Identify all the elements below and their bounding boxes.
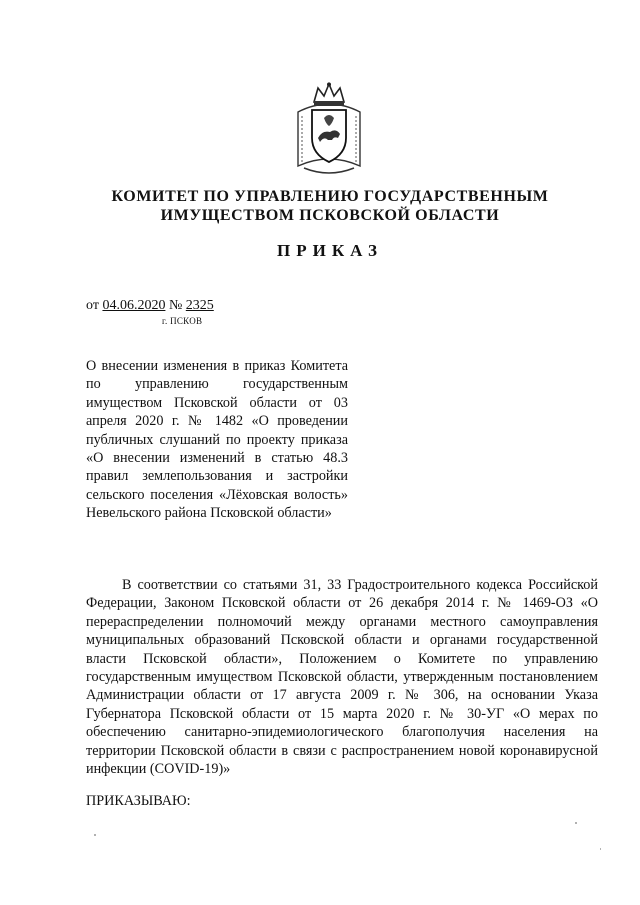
order-word: ПРИКАЗЫВАЮ: bbox=[86, 793, 191, 809]
organization-name-line-2: ИМУЩЕСТВОМ ПСКОВСКОЙ ОБЛАСТИ bbox=[160, 207, 500, 224]
document-date: 04.06.2020 bbox=[102, 298, 166, 313]
subject-text: О внесении изменения в приказ Комитета по управлению государственным имуществом Псковской области от 03 апреля 2020 г. № 1482 «О проведении публичных слушаний по проекту приказа «О внесении изменений в статью 48.3 правил землепользования и застройки сельского поселения «Лёховская волость» Невельского района Псковской области» bbox=[86, 358, 348, 522]
body-paragraph: В соответствии со статьями 31, 33 Градостроительного кодекса Российской Федерации, Законом Псковской области от 26 декабря 2014 г. № 1469-ОЗ «О перераспределении полномочий между органами местного самоуправления муниципальных образований Псковской области и органами государственной власти Псковской области», Положением о Комитете по управлению государственным имуществом Псковской области, утвержденным постановлением Администрации области от 17 августа 2009 г. № 306, на основании Указа Губернатора Псковской области от 15 марта 2020 г. № 30-УГ «О мерах по обеспечению санитарно-эпидемиологического благополучия населения на территории Псковской области в связи с распространением новой коронавирусной инфекции (COVID-19)» bbox=[86, 577, 598, 778]
document-number: 2325 bbox=[185, 298, 214, 313]
city-name: г. ПСКОВ bbox=[162, 316, 203, 326]
document-subject bbox=[86, 357, 348, 523]
scan-speck bbox=[94, 834, 96, 836]
document-type-title: ПРИКАЗ bbox=[277, 241, 383, 260]
scan-speck bbox=[575, 822, 577, 824]
scan-speck bbox=[600, 848, 601, 850]
document-body bbox=[86, 576, 598, 778]
organization-name-line-1: КОМИТЕТ ПО УПРАВЛЕНИЮ ГОСУДАРСТВЕННЫМ bbox=[111, 188, 549, 205]
pskov-coat-of-arms-icon bbox=[292, 82, 366, 174]
date-prefix: от bbox=[86, 298, 99, 313]
number-sign: № bbox=[168, 298, 183, 313]
date-number-line bbox=[86, 298, 214, 314]
